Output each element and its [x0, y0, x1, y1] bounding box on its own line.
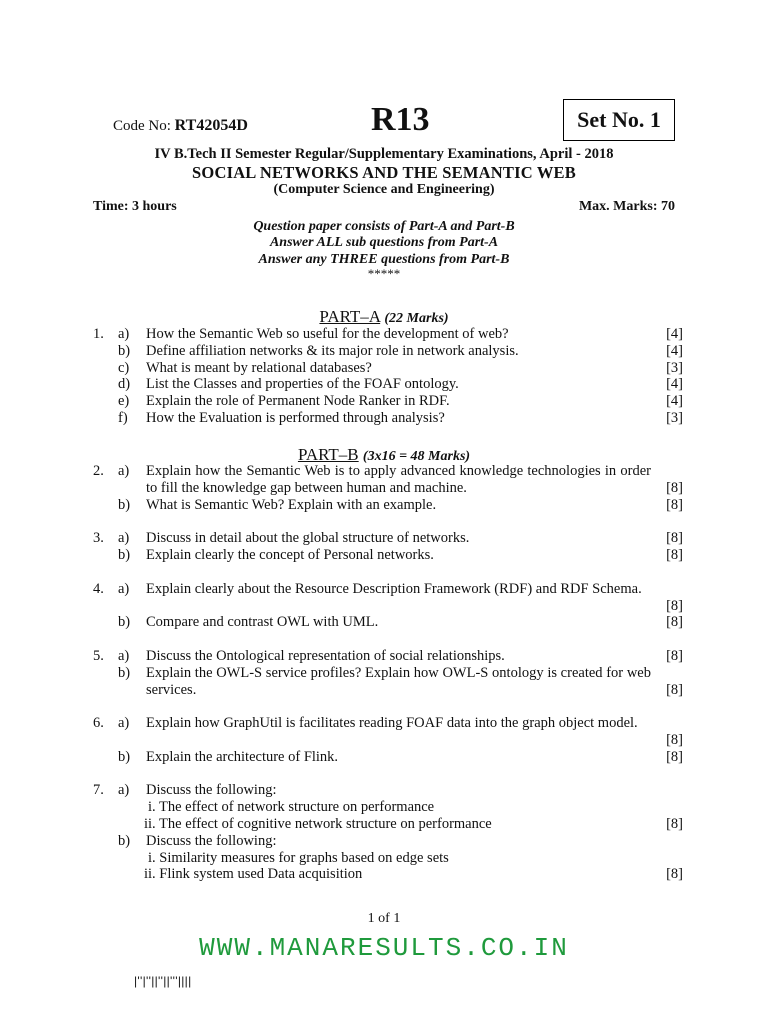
- part-b-marks: (3x16 = 48 Marks): [362, 449, 471, 464]
- item-marks: [8]: [666, 480, 683, 496]
- instruction-1: Question paper consists of Part-A and Part-B: [253, 219, 515, 234]
- question-number: 2.: [93, 463, 104, 479]
- item-text: How the Semantic Web so useful for the development of web?: [146, 326, 509, 342]
- max-marks: Max. Marks: 70: [578, 199, 675, 214]
- item-label: c): [118, 360, 130, 376]
- item-text: Define affiliation networks & its major role in network analysis.: [146, 343, 519, 359]
- item-marks: [8]: [666, 732, 683, 748]
- question-number: 6.: [93, 715, 104, 731]
- item-marks: [8]: [666, 530, 683, 546]
- item-marks: [8]: [666, 749, 683, 765]
- item-label: f): [118, 410, 128, 426]
- part-a-title: PART–A: [319, 307, 381, 326]
- item-text: Explain the role of Permanent Node Ranker in RDF.: [146, 393, 450, 409]
- set-number-box: Set No. 1: [563, 99, 675, 141]
- item-marks: [4]: [666, 376, 683, 392]
- item-marks: [4]: [666, 393, 683, 409]
- item-marks: [8]: [666, 816, 683, 832]
- part-a-marks: (22 Marks): [384, 311, 449, 326]
- item-marks: [8]: [666, 547, 683, 563]
- item-text: Explain clearly about the Resource Description Framework (RDF) and RDF Schema.: [146, 581, 642, 597]
- question-number: 5.: [93, 648, 104, 664]
- item-label: e): [118, 393, 130, 409]
- regulation: R13: [371, 101, 430, 138]
- item-marks: [3]: [666, 360, 683, 376]
- item-label: b): [118, 614, 131, 630]
- item-label: a): [118, 530, 130, 546]
- item-text: What is meant by relational databases?: [146, 360, 372, 376]
- item-label: a): [118, 782, 130, 798]
- item-text: Explain how GraphUtil is facilitates reading FOAF data into the graph object model.: [146, 715, 638, 731]
- page-number: 1 of 1: [367, 911, 401, 926]
- code-number: [113, 117, 248, 135]
- item-label: b): [118, 343, 131, 359]
- question-number: 7.: [93, 782, 104, 798]
- item-text: What is Semantic Web? Explain with an example.: [146, 497, 437, 513]
- code-label: Code No:: [113, 118, 171, 134]
- item-text: Discuss in detail about the global structure of networks.: [146, 530, 470, 546]
- item-marks: [3]: [666, 410, 683, 426]
- part-b-heading: [0, 445, 768, 465]
- item-text: List the Classes and properties of the FOAF ontology.: [146, 376, 459, 392]
- instruction-2: Answer ALL sub questions from Part-A: [269, 235, 499, 250]
- item-marks: [8]: [666, 866, 683, 882]
- item-text: Compare and contrast OWL with UML.: [146, 614, 379, 630]
- item-text: Discuss the Ontological representation of social relationships.: [146, 648, 505, 664]
- item-label: a): [118, 463, 130, 479]
- item-label: a): [118, 581, 130, 597]
- item-label: b): [118, 547, 131, 563]
- item-label: a): [118, 715, 130, 731]
- part-a-heading: [0, 307, 768, 327]
- item-label: d): [118, 376, 131, 392]
- item-marks: [4]: [666, 326, 683, 342]
- item-marks: [4]: [666, 343, 683, 359]
- question-number: 3.: [93, 530, 104, 546]
- instruction-3: Answer any THREE questions from Part-B: [258, 252, 510, 267]
- exam-line: IV B.Tech II Semester Regular/Supplementary Examinations, April - 2018: [154, 146, 614, 162]
- question-number: 4.: [93, 581, 104, 597]
- item-text: Explain the architecture of Flink.: [146, 749, 339, 765]
- item-text: How the Evaluation is performed through analysis?: [146, 410, 445, 426]
- time-allowed: Time: 3 hours: [93, 199, 177, 214]
- branch: (Computer Science and Engineering): [273, 182, 495, 197]
- website-watermark: WWW.MANARESULTS.CO.IN: [199, 933, 569, 963]
- item-text: Discuss the following:: [146, 782, 277, 798]
- code-value: RT42054D: [174, 117, 248, 134]
- item-label: a): [118, 648, 130, 664]
- item-text: Explain clearly the concept of Personal networks.: [146, 547, 434, 563]
- stars-separator: *****: [367, 266, 401, 281]
- item-marks: [8]: [666, 682, 683, 698]
- item-text: Explain the OWL-S service profiles? Explain how OWL-S ontology is created for web services.: [146, 665, 651, 698]
- sub-item: ii. The effect of cognitive network structure on performance: [144, 816, 492, 832]
- barcode: |''|''||''||'''||||: [134, 974, 192, 988]
- item-marks: [8]: [666, 648, 683, 664]
- item-text: Discuss the following:: [146, 833, 277, 849]
- subject-title: SOCIAL NETWORKS AND THE SEMANTIC WEB: [192, 163, 576, 182]
- sub-item: i. Similarity measures for graphs based on edge sets: [148, 850, 449, 866]
- item-label: b): [118, 833, 131, 849]
- item-marks: [8]: [666, 614, 683, 630]
- item-marks: [8]: [666, 497, 683, 513]
- sub-item: ii. Flink system used Data acquisition: [144, 866, 363, 882]
- item-text: Explain how the Semantic Web is to apply advanced knowledge technologies in order to fill the knowledge gap between human and machine.: [146, 463, 651, 496]
- item-marks: [8]: [666, 598, 683, 614]
- item-label: b): [118, 497, 131, 513]
- item-label: b): [118, 665, 131, 681]
- item-label: b): [118, 749, 131, 765]
- item-label: a): [118, 326, 130, 342]
- question-number: 1.: [93, 326, 104, 342]
- sub-item: i. The effect of network structure on performance: [148, 799, 435, 815]
- part-b-title: PART–B: [297, 445, 359, 464]
